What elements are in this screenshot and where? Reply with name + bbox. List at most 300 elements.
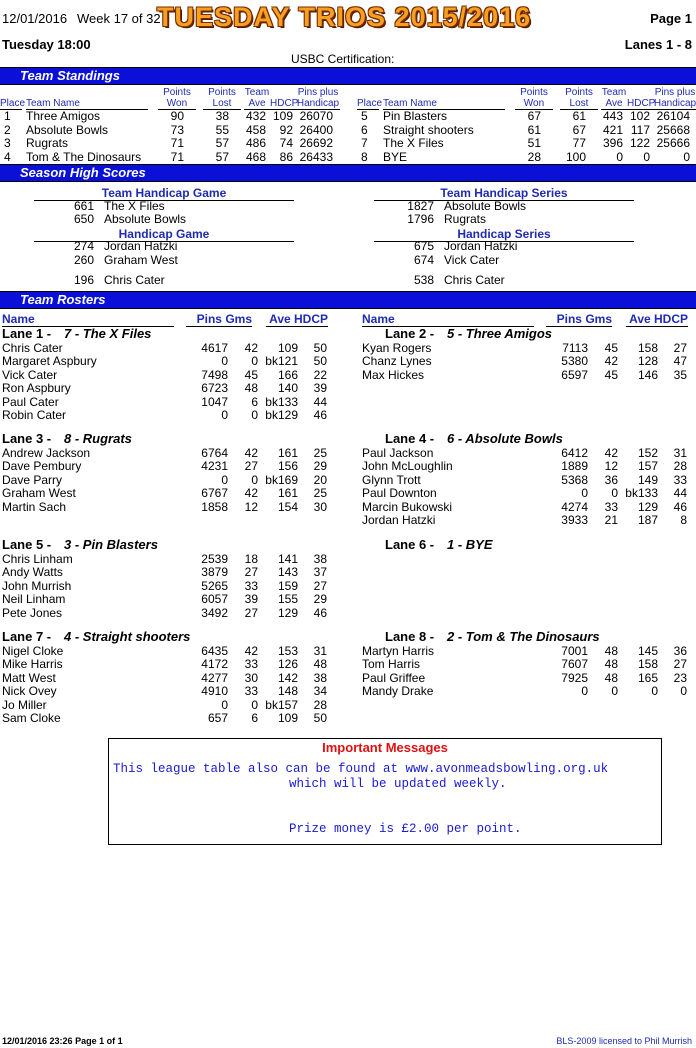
player-games: 48	[604, 657, 618, 672]
player-games: 45	[604, 341, 618, 355]
high-score-name: Chris Cater	[444, 273, 505, 287]
standings-team: Tom & The Dinosaurs	[26, 149, 142, 164]
player-pins: 657	[207, 711, 228, 725]
header-pins-plus: Pins plus	[297, 87, 339, 98]
standings-lost: 38	[215, 109, 229, 123]
header-team-name: Team Name	[383, 99, 505, 110]
player-average: 148	[277, 684, 298, 699]
player-pins: 2539	[201, 552, 228, 566]
roster-header-pins-gms: Pins Gms	[546, 312, 612, 327]
standings-won: 71	[170, 136, 184, 150]
player-games: 33	[244, 657, 258, 672]
player-handicap: 27	[673, 341, 687, 355]
player-pins: 6764	[201, 446, 228, 460]
header-pins-plus: Handicap	[653, 98, 696, 109]
roster-header-ave-hdcp: Ave HDCP	[626, 312, 688, 327]
high-score-name: Absolute Bowls	[104, 212, 187, 226]
player-games: 0	[611, 486, 618, 501]
player-games: 42	[244, 486, 258, 501]
player-handicap: 29	[313, 459, 327, 474]
high-score-value: 538	[413, 273, 434, 287]
player-average: 161	[277, 486, 298, 501]
high-score-name: Vick Cater	[444, 253, 500, 267]
standings-pins: 26433	[299, 149, 333, 164]
standings-lost: 57	[215, 149, 229, 164]
player-name: Nick Ovey	[2, 684, 57, 699]
player-average: 157	[637, 459, 658, 474]
high-score-name: Jordan Hatzki	[104, 239, 178, 253]
messages-line-1: This league table also can be found at www.avonmeadsbowling.org.uk	[113, 762, 609, 776]
standings-won: 61	[527, 122, 541, 137]
standings-pins: 25668	[656, 122, 690, 137]
player-name: Chris Cater	[2, 341, 63, 355]
player-pins: 0	[221, 354, 228, 369]
standings-place: 1	[4, 109, 11, 123]
standings-team: Straight shooters	[383, 122, 474, 137]
usbc-certification: USBC Certification:	[291, 52, 395, 66]
hcp-series-title: Handicap Series	[374, 227, 634, 242]
standings-ave: 458	[245, 122, 266, 137]
player-average: bk157	[265, 697, 298, 712]
player-average: 0	[651, 684, 658, 699]
player-name: Paul Downton	[362, 486, 437, 501]
standings-place: 6	[361, 122, 368, 137]
player-handicap: 48	[313, 657, 327, 672]
player-average: 156	[277, 459, 298, 474]
high-score-name: The X Files	[104, 199, 165, 213]
player-games: 6	[251, 394, 258, 409]
player-average: bk133	[625, 486, 658, 501]
player-average: 154	[277, 499, 298, 514]
standings-team: Absolute Bowls	[26, 122, 109, 137]
player-name: Matt West	[2, 670, 56, 685]
player-average: bk133	[265, 394, 298, 409]
player-pins: 3879	[201, 565, 228, 580]
player-average: 187	[637, 513, 658, 527]
standings-ave: 468	[245, 149, 266, 164]
high-score-value: 274	[73, 239, 94, 253]
player-pins: 7113	[562, 341, 588, 355]
player-average: 153	[277, 644, 298, 658]
player-pins: 7925	[561, 670, 588, 685]
player-pins: 6057	[201, 592, 228, 607]
player-average: bk129	[265, 408, 298, 422]
player-handicap: 46	[673, 499, 687, 514]
section-title: Team Standings	[20, 68, 120, 83]
player-games: 42	[604, 354, 618, 369]
standings-team: Three Amigos	[26, 109, 101, 123]
standings-hdcp: 102	[629, 109, 650, 123]
player-handicap: 38	[313, 670, 327, 685]
header-place: Place	[357, 98, 383, 109]
player-average: 152	[637, 446, 658, 460]
standings-ave: 421	[602, 122, 623, 137]
player-games: 48	[244, 381, 258, 396]
player-games: 0	[251, 472, 258, 487]
player-handicap: 50	[313, 711, 327, 725]
player-name: Dave Pembury	[2, 459, 82, 474]
player-pins: 5380	[561, 354, 588, 369]
standings-hdcp: 117	[630, 122, 650, 137]
player-average: 159	[277, 578, 298, 593]
player-average: 129	[277, 605, 298, 620]
standings-hdcp: 86	[279, 149, 293, 164]
header-place: Place	[0, 98, 26, 109]
player-average: 166	[277, 367, 298, 382]
standings-pins: 26692	[299, 136, 333, 150]
player-handicap: 29	[313, 592, 327, 607]
player-name: Nigel Cloke	[2, 644, 64, 658]
standings-hdcp: 0	[643, 149, 650, 164]
high-score-value: 650	[73, 212, 94, 226]
standings-place: 7	[361, 136, 368, 150]
player-games: 48	[604, 644, 618, 658]
player-name: Chris Linham	[2, 552, 73, 566]
player-name: Sam Cloke	[2, 711, 61, 725]
player-pins: 5265	[201, 578, 228, 593]
standings-team: The X Files	[383, 136, 444, 150]
roster-header-ave-hdcp: Ave HDCP	[266, 312, 328, 327]
player-handicap: 50	[313, 341, 327, 355]
standings-won: 67	[527, 109, 541, 123]
player-games: 0	[251, 354, 258, 369]
messages-title: Important Messages	[322, 740, 448, 755]
high-score-name: Chris Cater	[104, 273, 165, 287]
player-name: Glynn Trott	[362, 472, 421, 487]
roster-team-name: 3 - Pin Blasters	[64, 537, 158, 552]
standings-lost: 77	[572, 136, 586, 150]
standings-ave: 432	[245, 109, 266, 123]
header-hdcp: HDCP	[627, 98, 656, 109]
standings-pins: 0	[683, 149, 690, 164]
player-name: Graham West	[2, 486, 76, 501]
standings-lost: 55	[215, 122, 229, 137]
standings-lost: 57	[215, 136, 229, 150]
team-hcp-game-title: Team Handicap Game	[34, 186, 294, 201]
player-games: 33	[244, 578, 258, 593]
standings-team: BYE	[383, 149, 408, 164]
roster-team-name: 1 - BYE	[447, 537, 493, 552]
standings-team: Rugrats	[26, 136, 69, 150]
roster-team-name: 5 - Three Amigos	[447, 326, 552, 341]
player-average: 142	[277, 670, 298, 685]
header-team-ave: Team	[601, 87, 627, 98]
standings-pins: 26104	[656, 109, 690, 123]
player-name: John McLoughlin	[362, 459, 453, 474]
player-name: Martyn Harris	[362, 644, 435, 658]
standings-ave: 0	[616, 149, 623, 164]
high-score-value: 661	[73, 199, 94, 213]
player-games: 0	[611, 684, 618, 699]
header-points-lost: Lost	[203, 99, 241, 110]
hcp-game-title: Handicap Game	[34, 227, 294, 242]
roster-lane-label: Lane 6 -	[385, 537, 435, 552]
standings-team: Pin Blasters	[383, 109, 448, 123]
player-games: 6	[251, 711, 258, 725]
team-hcp-series-title: Team Handicap Series	[374, 186, 634, 201]
player-handicap: 34	[313, 684, 327, 699]
header-points-won: Points	[520, 87, 548, 98]
player-name: Max Hickes	[362, 367, 425, 382]
player-name: Tom Harris	[362, 657, 421, 672]
player-average: 145	[637, 644, 658, 658]
player-pins: 0	[221, 472, 228, 487]
player-pins: 0	[221, 408, 228, 422]
player-name: Chanz Lynes	[362, 354, 432, 369]
player-games: 42	[244, 644, 258, 658]
player-pins: 1047	[201, 394, 228, 409]
player-pins: 4910	[201, 684, 228, 699]
messages-line-3: Prize money is £2.00 per point.	[289, 822, 522, 836]
header-points-won: Points	[163, 87, 191, 98]
player-handicap: 47	[673, 354, 687, 369]
standings-hdcp: 74	[279, 136, 293, 150]
standings-ave: 396	[602, 136, 623, 150]
player-handicap: 25	[313, 446, 327, 460]
player-games: 36	[604, 472, 618, 487]
header-points-won: Won	[158, 99, 196, 110]
high-score-value: 196	[73, 273, 94, 287]
player-pins: 1889	[561, 459, 588, 474]
player-handicap: 23	[673, 670, 687, 685]
player-handicap: 44	[673, 486, 687, 501]
roster-lane-label: Lane 3 -	[2, 431, 52, 446]
high-score-value: 1796	[407, 212, 434, 226]
high-score-name: Absolute Bowls	[444, 199, 527, 213]
player-name: Vick Cater	[2, 367, 58, 382]
player-name: Paul Griffee	[362, 670, 426, 685]
roster-team-name: 8 - Rugrats	[64, 431, 132, 446]
player-handicap: 30	[313, 499, 327, 514]
player-average: 140	[277, 381, 298, 396]
player-games: 42	[244, 446, 258, 460]
player-name: Mandy Drake	[362, 684, 434, 699]
player-pins: 4617	[201, 341, 228, 355]
standings-place: 2	[4, 122, 11, 137]
header-points-lost: Points	[565, 87, 593, 98]
roster-header-name: Name	[362, 312, 534, 327]
section-team-standings	[0, 67, 696, 85]
standings-hdcp: 122	[629, 136, 650, 150]
player-games: 27	[244, 459, 258, 474]
player-name: Jo Miller	[2, 697, 47, 712]
header-points-lost: Lost	[560, 99, 598, 110]
standings-place: 8	[361, 149, 368, 164]
player-average: 158	[637, 341, 658, 355]
player-games: 0	[251, 408, 258, 422]
player-handicap: 27	[313, 578, 327, 593]
header-team-ave: Ave	[601, 99, 627, 110]
standings-won: 28	[527, 149, 541, 164]
player-name: Marcin Bukowski	[362, 499, 453, 514]
player-pins: 3933	[561, 513, 588, 527]
week-indicator: Week 17 of 32	[77, 11, 161, 26]
player-average: 126	[277, 657, 298, 672]
report-date: 12/01/2016	[2, 11, 68, 26]
player-name: Robin Cater	[2, 408, 67, 422]
player-name: Dave Parry	[2, 472, 63, 487]
player-pins: 7001	[561, 644, 588, 658]
player-handicap: 31	[313, 644, 327, 658]
license-text: BLS-2009 licensed to Phil Murrish	[556, 1036, 692, 1046]
important-messages-box	[108, 738, 662, 845]
player-average: 155	[277, 592, 298, 607]
header-hdcp: HDCP	[270, 98, 299, 109]
player-games: 0	[251, 697, 258, 712]
player-handicap: 46	[313, 408, 327, 422]
print-timestamp: 12/01/2016 23:26 Page 1 of 1	[2, 1036, 123, 1046]
roster-lane-label: Lane 4 -	[385, 431, 435, 446]
player-name: Andy Watts	[2, 565, 63, 580]
player-games: 42	[604, 446, 618, 460]
league-title: TUESDAY TRIOS 2015/2016	[157, 2, 532, 32]
player-handicap: 27	[673, 657, 687, 672]
player-average: 109	[277, 711, 298, 725]
player-handicap: 39	[313, 381, 327, 396]
high-score-value: 1827	[407, 199, 434, 213]
high-score-value: 675	[413, 239, 434, 253]
roster-header-pins-gms: Pins Gms	[186, 312, 252, 327]
player-handicap: 33	[673, 472, 687, 487]
player-games: 42	[244, 341, 258, 355]
player-average: 165	[637, 670, 658, 685]
player-games: 45	[604, 367, 618, 382]
player-games: 33	[604, 499, 618, 514]
standings-lost: 67	[572, 122, 586, 137]
header-team-ave: Team	[244, 87, 270, 98]
roster-lane-label: Lane 2 -	[385, 326, 435, 341]
player-handicap: 0	[680, 684, 687, 699]
section-team-rosters	[0, 291, 696, 309]
header-points-lost: Points	[208, 87, 236, 98]
player-name: Paul Jackson	[362, 446, 434, 460]
standings-won: 71	[170, 149, 184, 164]
player-pins: 6767	[201, 486, 228, 501]
player-handicap: 20	[313, 472, 327, 487]
standings-place: 5	[361, 109, 368, 123]
player-games: 27	[244, 605, 258, 620]
player-games: 48	[604, 670, 618, 685]
player-pins: 6412	[561, 446, 588, 460]
messages-line-2: which will be updated weekly.	[289, 777, 507, 791]
player-handicap: 31	[673, 446, 687, 460]
roster-lane-label: Lane 5 -	[2, 537, 52, 552]
player-name: Andrew Jackson	[2, 446, 91, 460]
player-name: Kyan Rogers	[362, 341, 432, 355]
standings-place: 3	[4, 136, 11, 150]
player-average: 161	[277, 446, 298, 460]
standings-ave: 443	[602, 109, 623, 123]
player-handicap: 28	[313, 697, 327, 712]
header-points-won: Won	[515, 99, 553, 110]
player-pins: 6723	[201, 381, 228, 396]
roster-team-name: 7 - The X Files	[64, 326, 152, 341]
player-pins: 4274	[561, 499, 588, 514]
player-pins: 1858	[201, 499, 228, 514]
player-pins: 4277	[201, 670, 228, 685]
standings-hdcp: 92	[279, 122, 293, 137]
player-pins: 7607	[561, 657, 588, 672]
player-games: 12	[244, 499, 258, 514]
high-score-value: 674	[413, 253, 434, 267]
player-games: 18	[244, 552, 258, 566]
player-games: 45	[244, 367, 258, 382]
player-name: Neil Linham	[2, 592, 66, 607]
standings-hdcp: 109	[272, 109, 293, 123]
section-high-scores	[0, 164, 696, 182]
roster-lane-label: Lane 1 -	[2, 326, 52, 341]
standings-pins: 26400	[299, 122, 333, 137]
player-pins: 0	[221, 697, 228, 712]
player-handicap: 22	[313, 367, 327, 382]
standings-won: 51	[527, 136, 541, 150]
player-name: Ron Aspbury	[2, 381, 71, 396]
section-title: Team Rosters	[20, 292, 106, 307]
player-handicap: 38	[313, 552, 327, 566]
standings-pins: 26070	[299, 109, 333, 123]
player-games: 27	[244, 565, 258, 580]
lanes-range: Lanes 1 - 8	[624, 37, 692, 52]
player-average: bk121	[265, 354, 298, 369]
player-name: John Murrish	[2, 578, 72, 593]
standings-won: 90	[170, 109, 184, 123]
standings-ave: 486	[245, 136, 266, 150]
player-pins: 4172	[201, 657, 228, 672]
player-handicap: 37	[313, 565, 327, 580]
player-name: Martin Sach	[2, 499, 67, 514]
player-average: 128	[637, 354, 658, 369]
player-name: Mike Harris	[2, 657, 63, 672]
player-average: 149	[637, 472, 658, 487]
player-handicap: 28	[673, 459, 687, 474]
player-pins: 6435	[201, 644, 228, 658]
standings-pins: 25666	[656, 136, 690, 150]
standings-place: 4	[4, 149, 11, 164]
player-average: 146	[637, 367, 658, 382]
player-name: Pete Jones	[2, 605, 63, 620]
high-score-value: 260	[73, 253, 94, 267]
player-average: 143	[277, 565, 298, 580]
header-pins-plus: Handicap	[296, 98, 340, 109]
roster-team-name: 6 - Absolute Bowls	[447, 431, 563, 446]
player-games: 12	[604, 459, 618, 474]
section-title: Season High Scores	[20, 165, 146, 180]
player-handicap: 25	[313, 486, 327, 501]
player-games: 30	[244, 670, 258, 685]
player-average: 129	[637, 499, 658, 514]
player-pins: 5368	[561, 472, 588, 487]
player-average: bk169	[265, 472, 298, 487]
player-name: Jordan Hatzki	[362, 513, 436, 527]
high-score-name: Graham West	[104, 253, 178, 267]
player-handicap: 36	[673, 644, 687, 658]
page-number: Page 1	[650, 11, 692, 26]
player-handicap: 35	[673, 367, 687, 382]
header-pins-plus: Pins plus	[654, 87, 696, 98]
player-games: 39	[244, 592, 258, 607]
roster-team-name: 4 - Straight shooters	[64, 629, 191, 644]
day-time: Tuesday 18:00	[2, 37, 91, 52]
header-team-name: Team Name	[26, 99, 148, 110]
player-games: 21	[604, 513, 618, 527]
player-average: 141	[277, 552, 298, 566]
player-games: 33	[244, 684, 258, 699]
player-handicap: 50	[313, 354, 327, 369]
player-handicap: 8	[680, 513, 687, 527]
player-pins: 4231	[201, 459, 228, 474]
roster-lane-label: Lane 7 -	[2, 629, 52, 644]
player-pins: 3492	[201, 605, 228, 620]
